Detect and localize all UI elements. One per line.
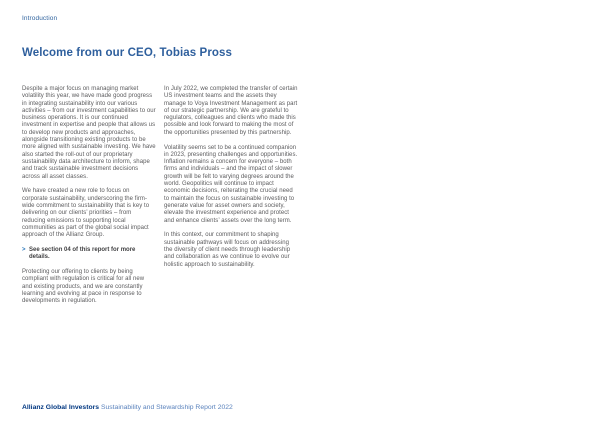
footer-brand: Allianz Global Investors [22,404,100,411]
paragraph: Despite a major focus on managing market volatility this year, we have made good progress in integrating sustainability into our various activities – from our investment capabilities to our business operations. It is our continued investment in expertise and people that allows us to develop new products and approaches, alongside transitioning existing products to be more aligned with sustainable investing. We have also started the roll-out of our proprietary sustainability data architecture to inform, shape and track sustainable investment decisions across all asset classes. [22,86,156,180]
see-section-link[interactable] [22,247,156,262]
paragraph: In July 2022, we completed the transfer of certain US investment teams and the assets they manage to Voya Investment Management as part of our strategic partnership. We are grateful to regulators, colleagues and clients who made this possible and look forward to making the most of the opportunities presented by this partnership. [164,86,298,136]
paragraph: In this context, our commitment to shaping sustainable pathways will focus on addressing the diversity of client needs through leadership and collaboration as we continue to evolve our holistic approach to sustainability. [164,232,291,268]
body-columns [22,86,298,313]
footer-report-name: Sustainability and Stewardship Report 2022 [100,404,233,411]
section-eyebrow: Introduction [22,15,58,22]
left-column [22,86,156,313]
paragraph: Protecting our offering to clients by being compliant with regulation is critical for all new and existing products, and we are constantly learning and evolving at pace in response to developments in regulation. [22,269,145,305]
see-section-link-label: See section 04 of this report for more details. [29,246,136,261]
chevron-right-icon: > [22,246,26,254]
page-footer [22,403,233,412]
paragraph: Volatility seems set to be a continued companion in 2023, presenting challenges and opportunities. Inflation remains a concern for everyone – both firms and individuals – and the impact of slower growth will be felt to varying degrees around the world. Geopolitics will continue to impact economic decisions, reiterating the crucial need to maintain the focus on sustainable investing to generate value for asset owners and society, elevate the investment experience and protect and enhance clients’ assets over the long term. [164,144,298,224]
right-column [164,86,298,313]
paragraph: We have created a new role to focus on corporate sustainability, underscoring the firm-wide commitment to sustainability that is key to delivering on our clients’ priorities – from reducing emissions to supporting local communities as part of the global social impact approach of the Allianz Group. [22,188,150,239]
page-title: Welcome from our CEO, Tobias Pross [22,47,233,59]
